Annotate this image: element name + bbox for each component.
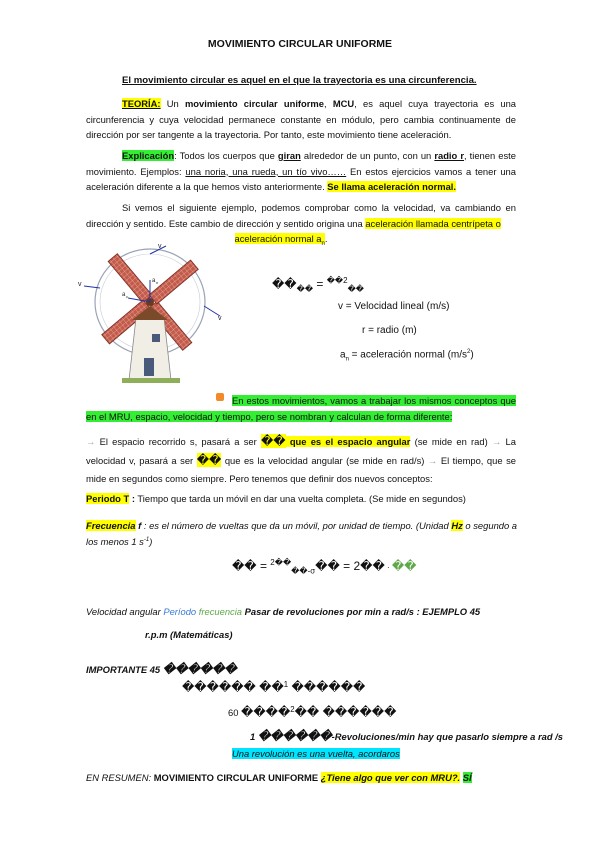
importante-conversion-2: 60 ����$^2$�� ������	[228, 705, 397, 720]
an-definition: $a_n$ = aceleración normal $(m/s^2)$	[340, 349, 474, 363]
windmill-label-an: a	[152, 278, 156, 284]
explicacion-paragraph: Explicación: Todos los cuerpos que giran alrededor de un punto, con un radio r, tienen este movimiento. Ejemplos: una noria, una rueda, un tío vivo…… En estos ejercicios vamos a tener una aceleración diferente a la que hemos visto anteriormente. Se llama aceleración normal.	[86, 150, 516, 192]
windmill-label-v-right: v	[218, 315, 222, 322]
explicacion-label: Explicación	[122, 150, 175, 161]
angular-velocity-formula: �� = $^{2��}_{��-\sigma}$�� = 2�� · ��	[232, 558, 417, 576]
arrow-icon: →	[427, 455, 438, 466]
ejemplo-paragraph: Si vemos el siguiente ejemplo, podemos comprobar como la velocidad, va cambiando en dirección y sentido. Este cambio de dirección y sentido origina una aceleración llamada centrípeta o aceleración normal $a_n$.	[86, 202, 516, 247]
svg-text:c: c	[126, 294, 128, 299]
conceptos-paragraph: → El espacio recorrido s, pasará a ser �� que es el espacio angular (se mide en rad) → La velocidad v, pasará a ser �� que es la velocidad angular (se mide en rad/s) → El tiempo, que se mide en segundos como siempre. Pero tenemos que definir dos nuevos conceptos:	[86, 434, 516, 484]
importante-line: IMPORTANTE 45 ������	[86, 662, 237, 676]
windmill-label-v-left: v	[78, 281, 82, 288]
arrow-icon: →	[86, 436, 96, 447]
periodo-definition: Periodo T : Tiempo que tarda un móvil en dar una vuelta completa. (Se mide en segundos)	[86, 493, 466, 504]
estos-paragraph: En estos movimientos, vamos a trabajar los mismos conceptos que en el MRU, espacio, velocidad y tiempo, pero se nombran y calculan de forma diferente:	[86, 395, 516, 422]
teoria-paragraph: TEORÍA: Un movimiento circular uniforme, MCU, es aquel cuya trayectoria es una circunferencia y cuya velocidad permanece constante en módulo, pero cambia continuamente de dirección por ser tangente a la trayectoria. Por tanto, este movimiento tiene aceleración.	[86, 98, 516, 140]
una-revolucion-note: Una revolución es una vuelta, acordaros	[232, 748, 400, 759]
r-definition: r = radio (m)	[362, 325, 417, 336]
teoria-label: TEORÍA:	[122, 98, 161, 109]
normal-acceleration-formula: $��_{��} = ^{��2}_{��}$	[272, 276, 364, 294]
velocidad-angular-line: Velocidad angular Período frecuencia Pasar de revoluciones por min a rad/s : EJEMPLO 45	[86, 606, 481, 617]
resumen-line: EN RESUMEN: MOVIMIENTO CIRCULAR UNIFORME ¿Tiene algo que ver con MRU?. SÍ	[86, 772, 472, 783]
aceleracion-normal-an: aceleración normal $a_n$	[234, 233, 325, 247]
windmill-label-ac: a	[122, 292, 126, 298]
importante-conversion-1: ������ ��$^1$ ������	[182, 680, 366, 695]
page-title: MOVIMIENTO CIRCULAR UNIFORME	[207, 38, 393, 50]
arrow-icon: →	[491, 436, 502, 447]
v-definition: v = Velocidad lineal (m/s)	[338, 301, 450, 312]
windmill-illustration	[78, 240, 246, 390]
svg-text:n: n	[156, 280, 159, 285]
aceleracion-normal-highlight: Se llama aceleración normal.	[327, 181, 457, 192]
rpm-note: r.p.m (Matemáticas)	[145, 629, 233, 640]
windmill-label-v-top: v	[158, 243, 162, 250]
importante-conversion-3: 1 ������-Revoluciones/min hay que pasarlo siempre a rad /s	[250, 729, 563, 743]
frecuencia-definition: Frecuencia f : es el número de vueltas que da un móvil, por unidad de tiempo. (Unidad Hz o segundo a los menos 1 $s^{-1}$)	[86, 520, 518, 548]
intro-statement: El movimiento circular es aquel en el que la trayectoria es una circunferencia.	[122, 75, 477, 86]
